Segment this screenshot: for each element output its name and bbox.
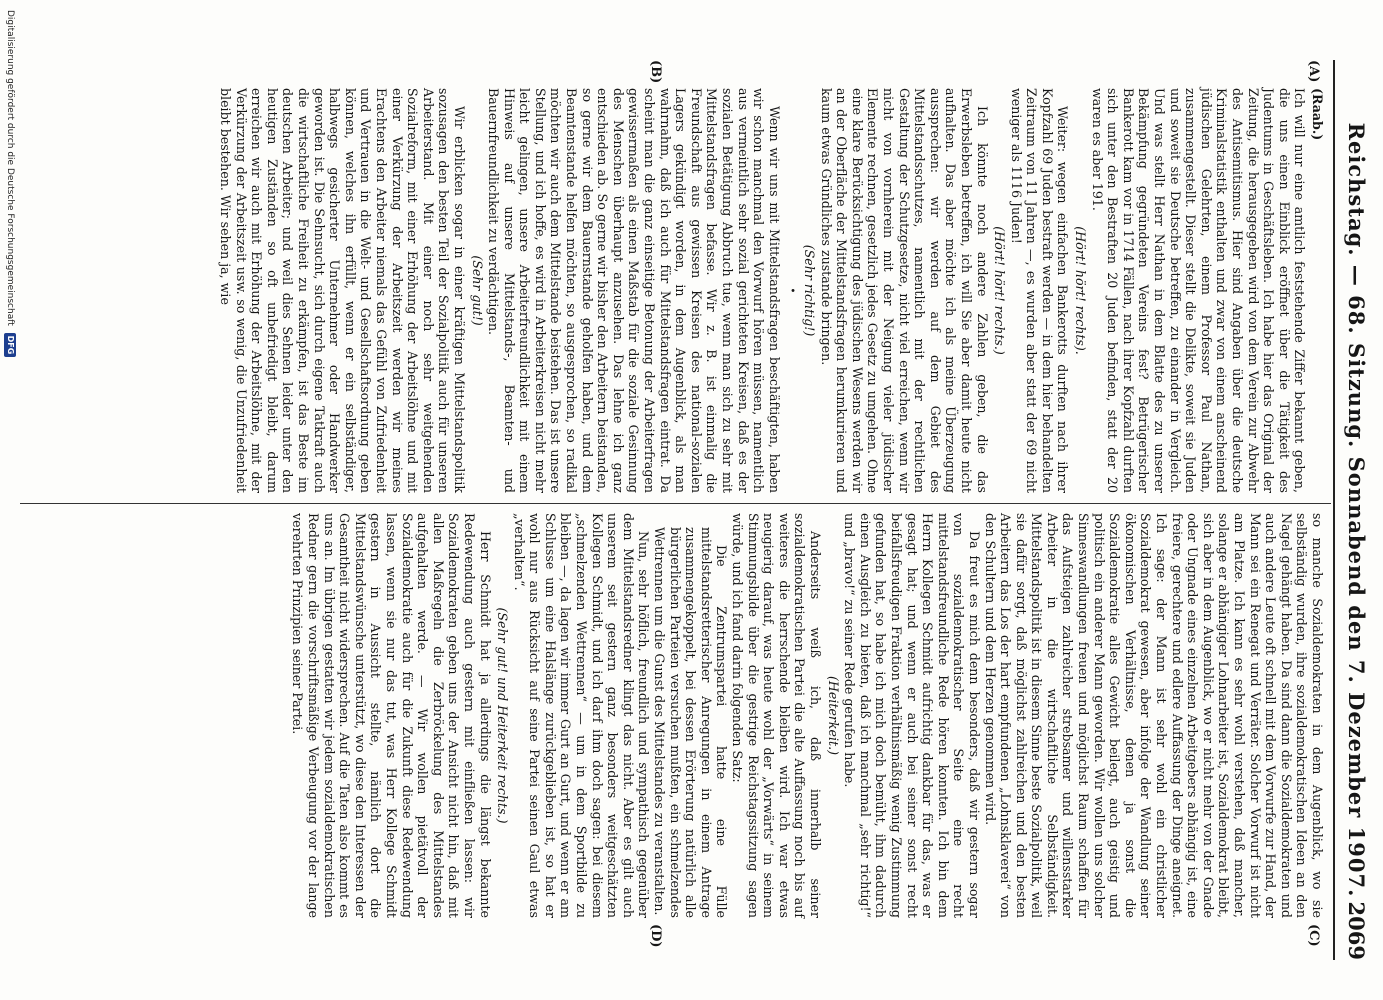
paragraph: Wenn wir uns mit Mittelstandsfragen beschäftigten, haben wir schon manchmal den Vorwurf hören müssen, namentlich aus vermeintlich sehr sozial gerichteten Kreisen, daß es der sozialen Betätigung Abbruch tue, wenn man sich zu sehr mit Mittelstandsfragen befasse. Wir z. B. ist einmalig die Freundschaft aus gewissen Kreisen des national-sozialen Lagers gekündigt worden, in dem Augenblick, als man wahrnahm, daß ich auch für Mittelstandsfragen eintrat. Da scheint man die ganz einseitige Betonung der Arbeiterfragen gewissermaßen als einen Maßstab für die soziale Gesinnung des Menschen überhaupt anzusehen. Das lehne ich ganz entschieden ab. So gerne wir bisher den Arbeitern beistanden, so gerne wir dem Bauernstande geholfen haben, und dem Beamtenstande helfen möchten, so ausgesprochen, so radikal möchten wir auch dem Mittelstande beistehen. Das ist unsere Stellung, und ich hoffe, es wird in Arbeiterkreisen nicht mehr leicht gelingen, unsere Arbeiterfreundlichkeit mit einem Hinweis auf unsere Mittelstands-, Beamten- und Bauernfreundlichkeit zu verdächtigen. bbox=[486, 88, 782, 493]
margin-mark-a: (A) bbox=[1306, 60, 1321, 83]
interjection: (Sehr richtig!) bbox=[802, 244, 817, 337]
paragraph: Weiter: wegen einfachen Bankerotts durften nach ihrer Kopfzahl 69 Juden bestraft werden — in dem hier behandelten Zeitraum von 11 Jahren —, es wurden aber statt der 69 nicht weniger als 1116 Juden! bbox=[1008, 88, 1071, 493]
interjection: (Sehr gut!) bbox=[469, 255, 485, 326]
page-number: 2069 bbox=[1344, 901, 1369, 960]
paragraph: Anderseits weiß ich, daß innerhalb seiner sozialdemokratischen Partei die alte Auffassung noch bis auf weiteres die herrschende bleiben wird. Ich war etwas neugierig darauf, was heute wohl der „Vorwärts“ in seinem Stimmungsbilde über die gestrige Reichstagssitzung sagen würde, und ich fand darin folgenden Satz: bbox=[730, 513, 823, 918]
header-title: Reichstag. — 68. Sitzung. Sonnabend den 7. Dezember 1907. bbox=[1344, 122, 1369, 898]
quoted-paragraph: Die Zentrumspartei hatte eine Fülle mittelstandsretterischer Anregungen in einem Antrage zusammengekoppelt, bei dessen Erörterung natürlich alle bürgerlichen Parteien versuchen mußten, ein schmelzendes Wettrennen um die Gunst des Mittelstandes zu veranstalten. bbox=[652, 527, 730, 918]
paragraph: so manche Sozialdemokraten in dem Augenblick, wo sie selbständig wurden, ihre sozialdemokratischen Ideen an den Nagel gehängt haben. Da sind dann die Sozialdemokraten und auch andere Leute oft schnell mit dem Vorwurfe zur Hand, der Mann sei ein Renegat und Verräter. Solcher Vorwurf ist nicht am Platze. Ich kann es sehr wohl verstehen, daß mancher, solange er abhängiger Lohnarbeiter ist, Sozialdemokrat bleibt, sich aber in dem Augenblick, wo er nicht mehr von der Gnade oder Ungnade eines einzelnen Arbeitgebers abhängig ist, eine freiere, gerechtere und edlere Auffassung der Dinge aneignet. Ich sage: der Mann ist sehr wohl ein christlicher Sozialdemokrat gewesen, aber infolge der Wandlung seiner ökonomischen Verhältnisse, denen ja sonst die Sozialdemokratie alles Gewicht beilegt, auch geistig und politisch ein anderer Mann geworden. Wir wollen uns solcher Sinneswandlungen freuen und möglichst Raum schaffen für das Aufsteigen zahlreicher strebsamer und willensstarker Arbeiter in die wirtschaftliche Selbständigkeit. Mittelstandspolitik ist in diesem Sinne beste Sozialpolitik, weil sie dafür sorgt, daß möglichst zahlreichen und den besten Arbeitern das Los der hart empfundenen „Lohnsklaverei“ von den Schultern und dem Herzen genommen wird. bbox=[982, 513, 1325, 918]
paragraph: Da freut es mich denn besonders, daß wir gestern sogar von sozialdemokratischer Seite eine recht mittelstandsfreundliche Rede hören konnten. Ich bin dem Herrn Kollegen Schmidt aufrichtig dankbar für das, was er gesagt hat; und wenn er auch bei seiner sonst recht beifallsfreudigen Fraktion verhältnismäßig wenig Zustimmung gefunden hat, so habe ich mich doch bemüht, ihm dadurch einen Ausgleich zu bieten, daß ich manchmal „sehr richtig!“ und „bravo!“ zu seiner Rede gerufen habe. bbox=[842, 513, 982, 918]
digitization-footer bbox=[4, 0, 16, 1000]
interjection: (Sehr gut! und Heiterkeit rechts.) bbox=[495, 607, 511, 824]
left-column bbox=[20, 88, 1325, 493]
column-divider bbox=[20, 503, 1331, 504]
paragraph: Nun, sehr höflich, freundlich und sympathisch gegenüber dem Mittelstandsredner klingt das nicht. Aber es gilt auch unserem seit gestern ganz besonders weitgeschätzten Kollegen Schmidt, und ich darf ihm doch sagen: bei diesem „schmelzenden Wettrennen“ — um in dem Sportbilde zu bleiben —, da lagen wir immer Gurt an Gurt, und wenn er am Schlusse um eine Halslänge zurückgeblieben ist, so hat er wohl nur aus Rücksicht auf seine Partei seinen Gaul etwas „verhalten“. bbox=[511, 513, 652, 918]
speaker-label: (Raab.) bbox=[1310, 88, 1325, 141]
interjection: (Heiterkeit.) bbox=[825, 676, 841, 755]
footer-text: Digitalisierung gefördert durch die Deutsche Forschungsgemeinschaft bbox=[5, 10, 15, 326]
page-header bbox=[1333, 60, 1369, 960]
dfg-logo: DFG bbox=[4, 333, 16, 358]
paragraph: Wir erblicken sogar in einer kräftigen Mittelstandspolitik sozusagen den besten Teil der Sozialpolitik auch für unseren Arbeiterstand. Mit einer noch sehr weitgehenden Sozialreform, mit einer Erhöhung der Arbeitslöhne und mit einer Verkürzung der Arbeitszeit werden wir meines Erachtens den Arbeiter niemals das Gefühl von Zufriedenheit und Vertrauen in die Welt- und Gesellschaftsordnung geben können, welches ihn erfüllt, wenn er ein selbständiger, halbwegs gesicherter Unternehmer oder Handwerker geworden ist. Die Sehnsucht, sich durch eigene Tatkraft auch die wirtschaftliche Freiheit zu erkämpfen, ist das Beste im deutschen Arbeiter; und weil dies Sehnen leider unter den heutigen Zuständen so oft unbefriedigt bleibt, darum erreichen wir auch mit Erhöhung der Arbeitslöhne, mit der Verkürzung der Arbeitszeit usw. so wenig, die Unzufriedenheit bleibt bestehen. Wir sehen ja, wie bbox=[218, 88, 467, 493]
interjection: (Hört! hört! rechts.) bbox=[992, 226, 1008, 355]
paragraph: Ich könnte noch andere Zahlen geben, die das Erwerbsleben betreffen, ich will Sie aber damit heute nicht aufhalten. Das aber möchte ich als meine Überzeugung aussprechen: wir werden auf dem Gebiet des Mittelstandsschutzes, namentlich mit der rechtlichen Gestaltung der Schutzgesetze, nicht viel erreichen, wenn wir nicht von vornherein mit der Neigung vieler jüdischer Elemente rechnen, gesetzlich jedes Gesetz zu umgehen. Ohne eine klare Berücksichtigung des jüdischen Wesens werden wir an der Oberfläche der Mittelstandsfragen herumkurieren und kaum etwas Gründliches zustande bringen. bbox=[818, 88, 990, 493]
paragraph: Herr Schmidt hat ja allerdings die längst bekannte Redewendung auch gestern mit einfließen lassen: wir Sozialdemokraten geben uns der Ansicht nicht hin, daß mit allen Maßregeln die Zerbröckelung des Mittelstandes aufgehalten werde. — Wir wollen pietätvoll der Sozialdemokratie auch für die Zukunft diese Redewendung lassen, wenn sie nur das tut, was Herr Kollege Schmidt gestern in Aussicht stellte, nämlich dort die Mittelstandswünsche unterstützt, wo diese den Interessen der Gesamtheit nicht widersprechen. Auf die Taten also kommt es uns an. Im übrigen gestatten wir jedem sozialdemokratischen Redner gern die vorschriftsmäßige Verbeugung vor der lange verehrten Prinzipien seiner Partei. bbox=[290, 513, 493, 918]
interjection: (Hört! hört! rechts). bbox=[1073, 226, 1089, 355]
paragraph: Ich will nur eine amtlich feststehende Ziffer bekannt geben, die uns einen Einblick eröffnet über die Tätigkeit des Judentums in Geschäftsleben. Ich habe hier das Original der Zeitung, die herausgegeben wird von dem Verein zur Abwehr des Antisemitismus. Hier sind Angaben über die deutsche Kriminalstatistik enthalten und zwar von einem anscheinend jüdischen Gelehrten, einem Professor Paul Nathan, zusammengestellt. Dieser stellt die Delikte, soweit sie Juden und soweit sie Deutsche betreffen, zu einander in Vergleich. Und was stellt Herr Nathan in dem Blatte des zu unserer Bekämpfung gegründeten Vereins fest? Betrügerischer Bankerott kam vor in 1714 Fällen, nach ihrer Kopfzahl durften sich unter den Bestraften 20 Juden befinden, statt der 20 waren es aber 191. bbox=[1089, 88, 1308, 493]
right-column bbox=[20, 513, 1325, 918]
margin-mark-c: (C) bbox=[1306, 924, 1321, 947]
separator-dot: • bbox=[786, 287, 798, 294]
margin-mark-b: (B) bbox=[648, 60, 663, 84]
margin-mark-d: (D) bbox=[648, 924, 663, 948]
